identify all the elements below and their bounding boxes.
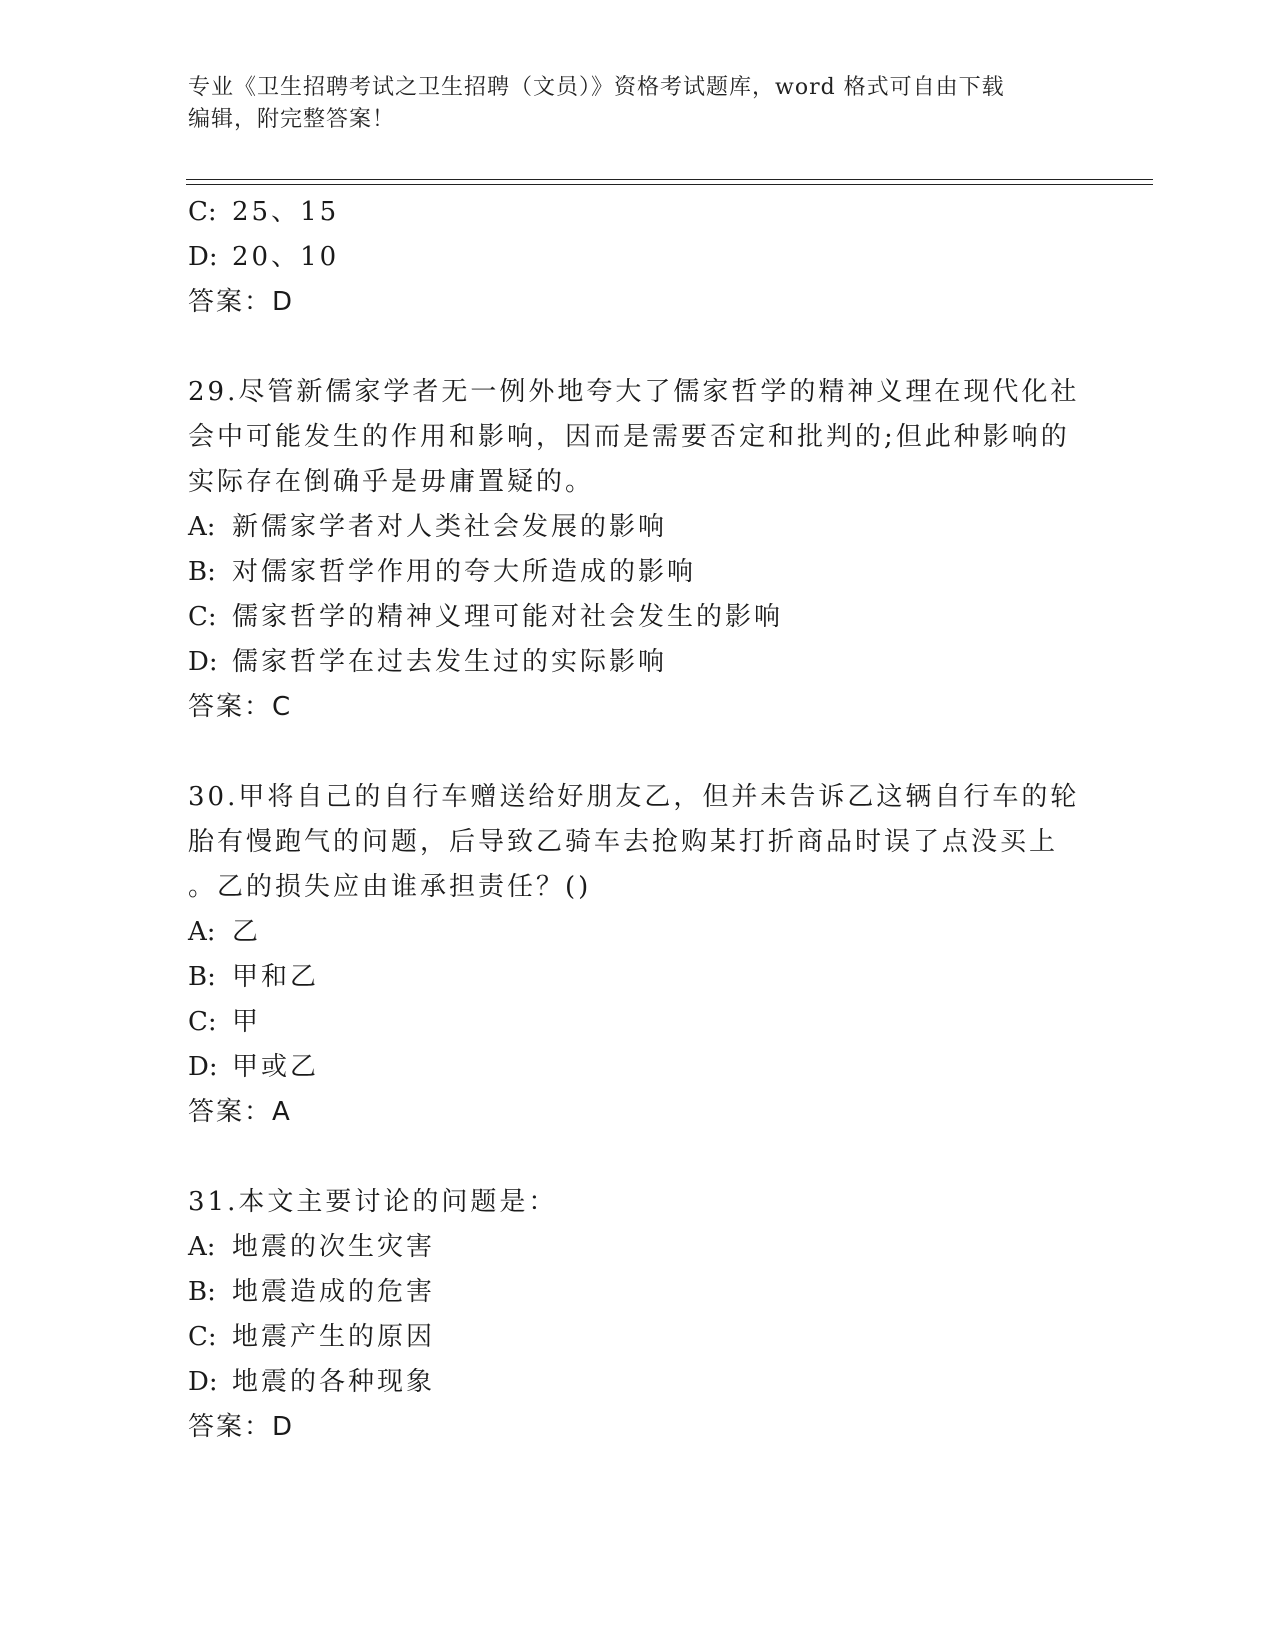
header-line-2: 编辑，附完整答案！	[188, 107, 396, 132]
spacer	[188, 730, 1088, 775]
question-31	[188, 1180, 1088, 1450]
option-c: C: 地震产生的原因	[188, 1322, 436, 1352]
question-list	[188, 190, 1088, 1450]
header-rule-bottom	[186, 184, 1153, 185]
question-29	[188, 370, 1088, 730]
spacer	[188, 1135, 1088, 1180]
option-b: B: 地震造成的危害	[188, 1277, 436, 1307]
option-c: C: 儒家哲学的精神义理可能对社会发生的影响	[188, 602, 784, 632]
answer-line: 答案：A	[188, 1097, 292, 1127]
answer-line: 答案：D	[188, 287, 295, 317]
question-stem: 30.甲将自己的自行车赠送给好朋友乙，但并未告诉乙这辆自行车的轮 胎有慢跑气的问题，后导致乙骑车去抢购某打折商品时误了点没买上 。乙的损失应由谁承担责任？()	[188, 782, 1080, 902]
option-d: D: 地震的各种现象	[188, 1367, 436, 1397]
question-28-continuation	[188, 190, 1088, 325]
question-stem: 31.本文主要讨论的问题是：	[188, 1187, 558, 1217]
option-d: D: 20、10	[188, 242, 340, 272]
header-line-1: 专业《卫生招聘考试之卫生招聘（文员）》资格考试题库，word 格式可自由下载	[188, 75, 1005, 100]
option-d: D: 甲或乙	[188, 1052, 320, 1082]
option-b: B: 对儒家哲学作用的夸大所造成的影响	[188, 557, 697, 587]
option-a: A: 乙	[188, 917, 262, 947]
answer-line: 答案：D	[188, 1412, 295, 1442]
option-a: A: 地震的次生灾害	[188, 1232, 436, 1262]
option-b: B: 甲和乙	[188, 962, 320, 992]
header-rule-top	[186, 179, 1153, 180]
answer-line: 答案：C	[188, 692, 293, 722]
page-header	[188, 72, 1068, 136]
option-d: D: 儒家哲学在过去发生过的实际影响	[188, 647, 668, 677]
spacer	[188, 325, 1088, 370]
question-stem: 29.尽管新儒家学者无一例外地夸大了儒家哲学的精神义理在现代化社 会中可能发生的作用和影响，因而是需要否定和批判的;但此种影响的 实际存在倒确乎是毋庸置疑的。	[188, 377, 1080, 497]
option-c: C: 甲	[188, 1007, 262, 1037]
question-30	[188, 775, 1088, 1135]
option-a: A: 新儒家学者对人类社会发展的影响	[188, 512, 668, 542]
option-c: C: 25、15	[188, 197, 340, 227]
